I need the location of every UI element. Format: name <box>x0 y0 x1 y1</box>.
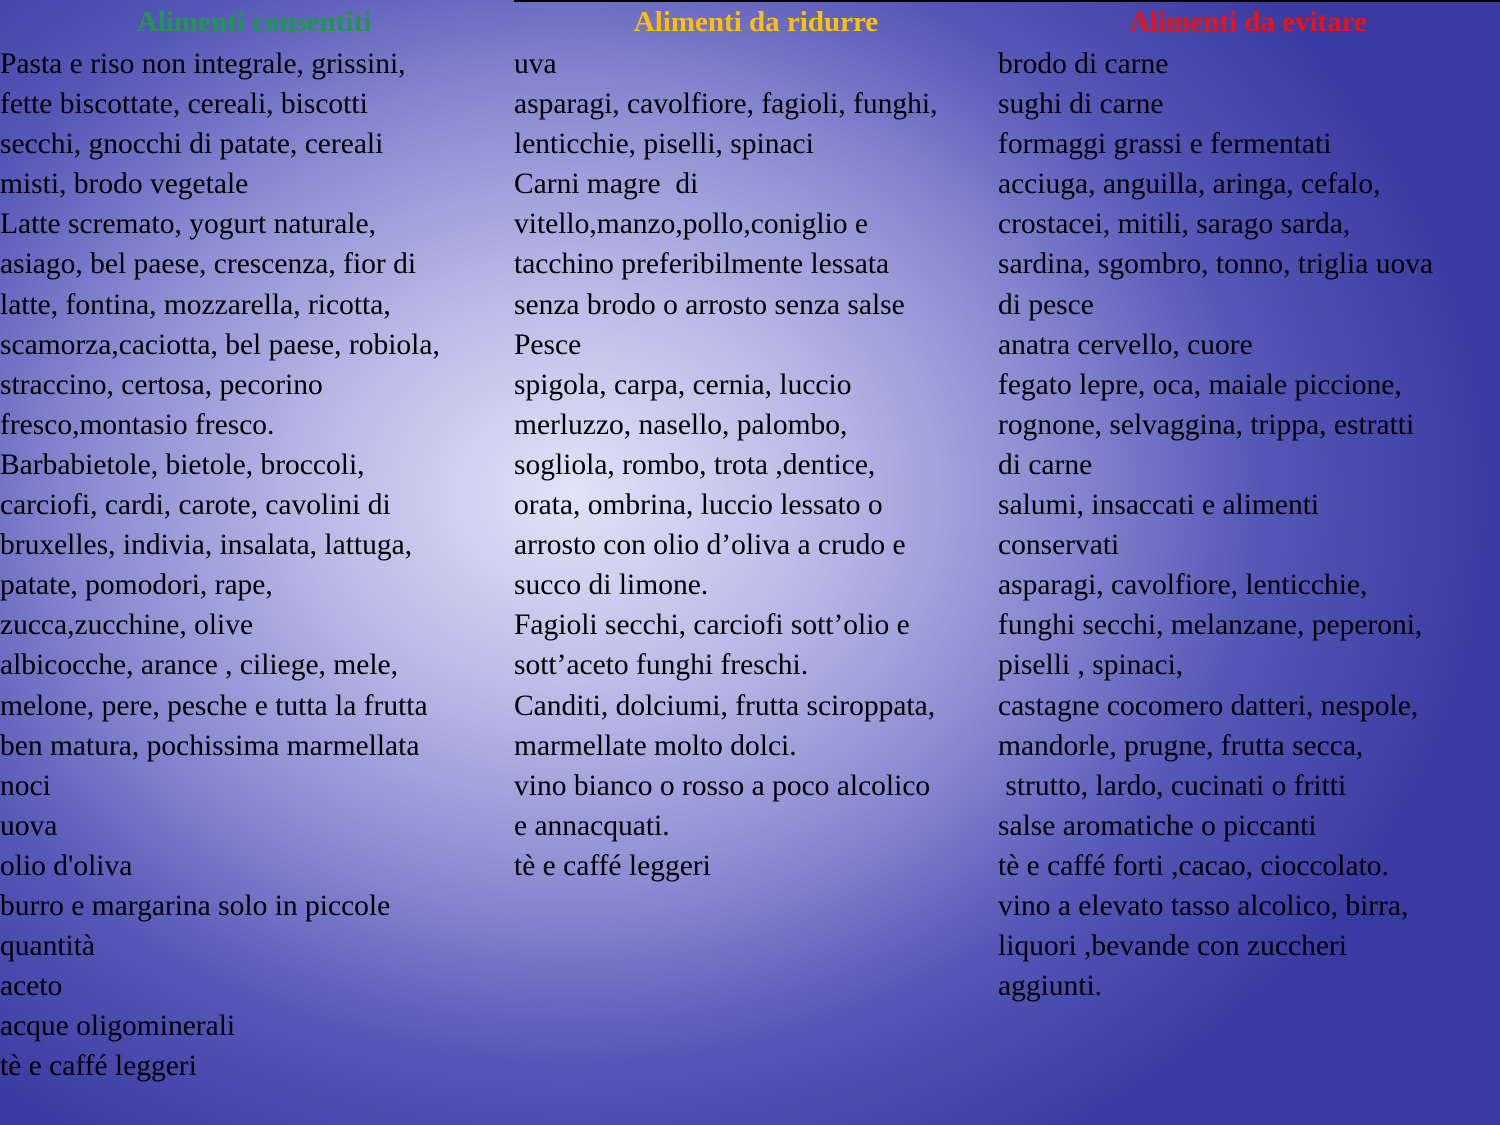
list-item: fette biscottate, cereali, biscotti <box>0 88 368 121</box>
list-item: Carni magre di <box>514 168 699 201</box>
list-item: melone, pere, pesche e tutta la frutta <box>0 689 428 722</box>
list-item: arrosto con olio d’oliva a crudo e <box>514 529 906 562</box>
heading-consentiti: Alimenti consentiti <box>136 6 372 38</box>
list-item: Pasta e riso non integrale, grissini, <box>0 48 406 80</box>
list-item: salse aromatiche o piccanti <box>998 809 1317 842</box>
list-item: latte, fontina, mozzarella, ricotta, <box>0 288 391 321</box>
list-item: piselli , spinaci, <box>998 649 1184 682</box>
list-item: olio d'oliva <box>0 849 133 882</box>
list-item: merluzzo, nasello, palombo, <box>514 408 848 441</box>
list-item: aggiunti. <box>998 970 1103 1003</box>
list-item: albicocche, arance , ciliege, mele, <box>0 649 399 682</box>
list-item: ben matura, pochissima marmellata <box>0 729 420 762</box>
list-item: formaggi grassi e fermentati <box>998 128 1332 161</box>
list-item: Barbabietole, bietole, broccoli, <box>0 448 365 481</box>
list-item: burro e margarina solo in piccole <box>0 889 391 922</box>
list-item: Pesce <box>514 328 582 361</box>
list-item: uova <box>0 809 58 842</box>
list-item: salumi, insaccati e alimenti <box>998 489 1320 522</box>
list-item: quantità <box>0 930 96 963</box>
list-item: vino bianco o rosso a poco alcolico <box>514 769 931 802</box>
list-item: aceto <box>0 970 63 1003</box>
list-item: tè e caffé leggeri <box>0 1050 197 1083</box>
list-item: spigola, carpa, cernia, luccio <box>514 368 852 401</box>
list-item: acque oligominerali <box>0 1010 236 1043</box>
list-consentiti <box>0 44 508 1086</box>
list-item: misti, brodo vegetale <box>0 168 249 201</box>
list-item: funghi secchi, melanzane, peperoni, <box>998 609 1423 642</box>
list-item: uva <box>514 48 557 80</box>
list-item: orata, ombrina, luccio lessato o <box>514 489 883 522</box>
column-ridurre <box>514 0 998 886</box>
list-item: sardina, sgombro, tonno, triglia uova <box>998 248 1434 281</box>
list-item: scamorza,caciotta, bel paese, robiola, <box>0 328 440 361</box>
list-item: asparagi, cavolfiore, lenticchie, <box>998 569 1368 602</box>
list-item: sogliola, rombo, trota ,dentice, <box>514 448 876 481</box>
list-item: conservati <box>998 529 1120 562</box>
heading-ridurre: Alimenti da ridurre <box>633 6 879 38</box>
list-item: sott’aceto funghi freschi. <box>514 649 809 682</box>
list-item: liquori ,bevande con zuccheri <box>998 930 1347 963</box>
list-item: Fagioli secchi, carciofi sott’olio e <box>514 609 910 642</box>
list-item: tè e caffé forti ,cacao, cioccolato. <box>998 849 1389 882</box>
list-item: tacchino preferibilmente lessata <box>514 248 890 281</box>
list-item: brodo di carne <box>998 48 1169 80</box>
list-item: patate, pomodori, rape, <box>0 569 273 602</box>
list-item: sughi di carne <box>998 88 1164 121</box>
list-item: castagne cocomero datteri, nespole, <box>998 689 1419 722</box>
list-item: anatra cervello, cuore <box>998 328 1253 361</box>
list-item: asiago, bel paese, crescenza, fior di <box>0 248 417 281</box>
list-item: mandorle, prugne, frutta secca, <box>998 729 1364 762</box>
list-item: zucca,zucchine, olive <box>0 609 254 642</box>
list-item: vino a elevato tasso alcolico, birra, <box>998 889 1409 922</box>
list-item: secchi, gnocchi di patate, cereali <box>0 128 384 161</box>
list-item: Canditi, dolciumi, frutta sciroppata, <box>514 689 936 722</box>
list-item: bruxelles, indivia, insalata, lattuga, <box>0 529 413 562</box>
list-item: e annacquati. <box>514 809 670 842</box>
list-item: rognone, selvaggina, trippa, estratti <box>998 408 1415 441</box>
list-item: lenticchie, piselli, spinaci <box>514 128 814 161</box>
list-item: strutto, lardo, cucinati o fritti <box>998 769 1347 802</box>
list-ridurre <box>514 44 998 886</box>
list-evitare <box>998 44 1498 1006</box>
list-item: fresco,montasio fresco. <box>0 408 275 441</box>
list-item: acciuga, anguilla, aringa, cefalo, <box>998 168 1381 201</box>
list-item: succo di limone. <box>514 569 709 602</box>
list-item: vitello,manzo,pollo,coniglio e <box>514 208 868 241</box>
list-item: noci <box>0 769 51 802</box>
list-item: Latte scremato, yogurt naturale, <box>0 208 376 241</box>
heading-evitare: Alimenti da evitare <box>1129 6 1367 38</box>
list-item: di pesce <box>998 288 1094 321</box>
list-item: tè e caffé leggeri <box>514 849 711 882</box>
list-item: marmellate molto dolci. <box>514 729 797 762</box>
list-item: asparagi, cavolfiore, fagioli, funghi, <box>514 88 938 121</box>
list-item: straccino, certosa, pecorino <box>0 368 323 401</box>
list-item: fegato lepre, oca, maiale piccione, <box>998 368 1402 401</box>
list-item: carciofi, cardi, carote, cavolini di <box>0 489 391 522</box>
list-item: crostacei, mitili, sarago sarda, <box>998 208 1351 241</box>
list-item: di carne <box>998 448 1093 481</box>
column-consentiti <box>0 0 508 1086</box>
list-item: senza brodo o arrosto senza salse <box>514 288 905 321</box>
column-evitare <box>998 0 1498 1006</box>
